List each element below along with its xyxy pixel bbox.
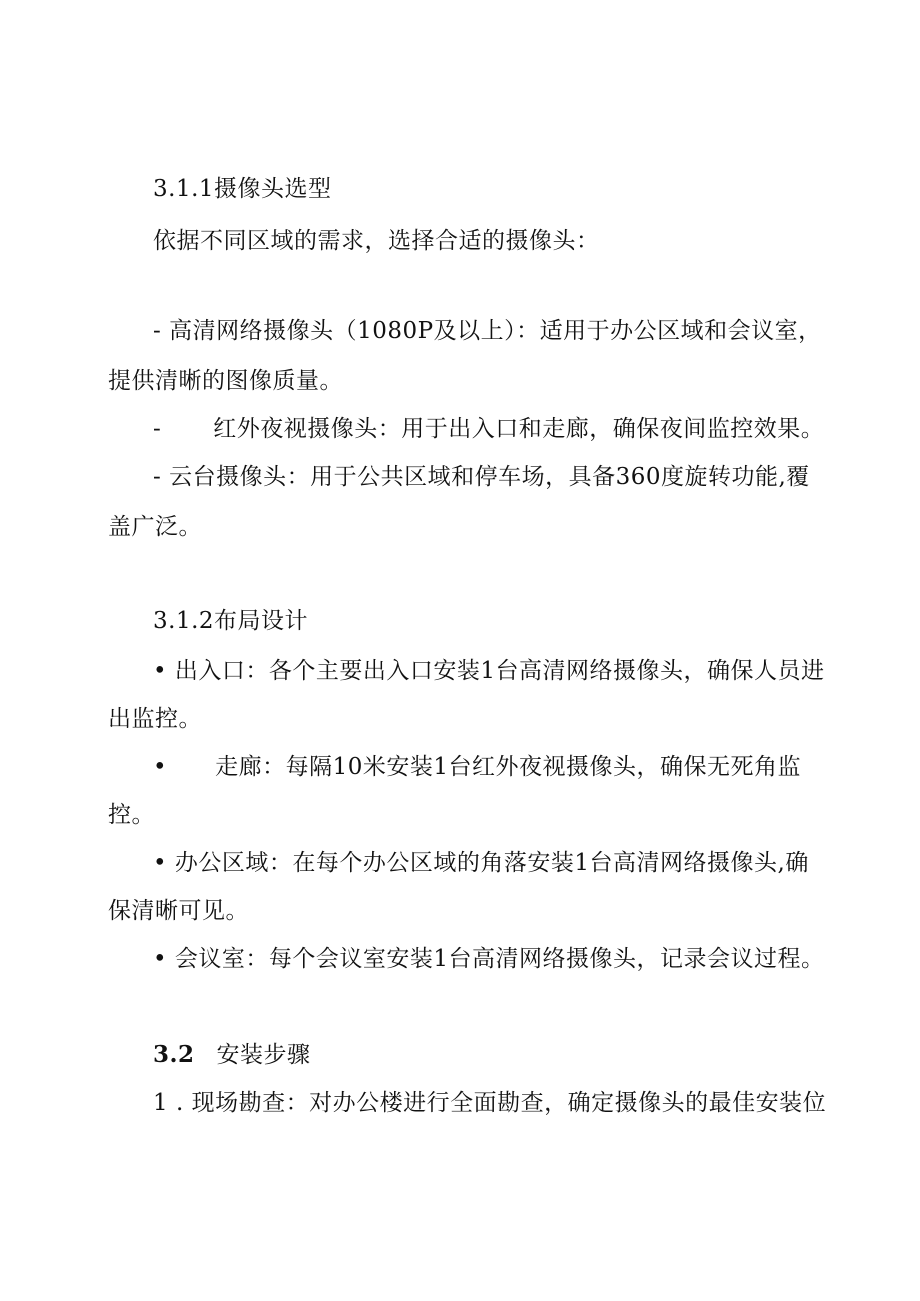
bullet-marker: • bbox=[153, 754, 168, 780]
section-title: 安装步骤 bbox=[216, 1042, 311, 1068]
list-item-corridor bbox=[153, 752, 801, 782]
list-item-text: 红外夜视摄像头：用于出入口和走廊，确保夜间监控效果。 bbox=[213, 416, 825, 442]
intro-paragraph: 依据不同区域的需求，选择合适的摄像头： bbox=[153, 228, 600, 254]
list-item-text: 高清网络摄像头（1080P及以上）：适用于办公区域和会议室， bbox=[161, 318, 822, 344]
list-item-ptz-camera-cont: 盖广泛。 bbox=[108, 514, 202, 540]
bullet-marker: • bbox=[153, 658, 168, 684]
list-item-office-area-cont: 保清晰可见。 bbox=[108, 898, 249, 924]
heading-3-1-1: 3.1.1摄像头选型 bbox=[153, 176, 332, 202]
list-item-text: 会议室：每个会议室安装1台高清网络摄像头，记录会议过程。 bbox=[167, 946, 825, 972]
list-item-text: 云台摄像头：用于公共区域和停车场，具备360度旋转功能,覆 bbox=[161, 464, 810, 490]
dash-marker: - bbox=[153, 318, 162, 344]
step-1-paragraph: 1 . 现场勘查：对办公楼进行全面勘查，确定摄像头的最佳安装位 bbox=[153, 1090, 827, 1116]
bullet-marker: • bbox=[153, 850, 168, 876]
dash-marker: - bbox=[153, 416, 162, 442]
section-number: 3.2 bbox=[153, 1041, 195, 1068]
heading-3-1-2: 3.1.2布局设计 bbox=[153, 608, 309, 634]
dash-marker: - bbox=[153, 464, 162, 490]
list-item-hd-camera bbox=[153, 316, 822, 346]
list-item-corridor-cont: 控。 bbox=[108, 802, 155, 828]
list-item-ptz-camera bbox=[153, 462, 810, 492]
list-item-entrance-cont: 出监控。 bbox=[108, 706, 202, 732]
list-item-meeting-room bbox=[153, 944, 825, 974]
list-item-text: 出入口：各个主要出入口安装1台高清网络摄像头，确保人员进 bbox=[167, 658, 825, 684]
heading-3-2 bbox=[153, 1040, 311, 1070]
list-item-office-area bbox=[153, 848, 809, 878]
list-item-hd-camera-cont: 提供清晰的图像质量。 bbox=[108, 368, 343, 394]
list-item-text: 办公区域：在每个办公区域的角落安装1台高清网络摄像头,确 bbox=[167, 850, 809, 876]
bullet-marker: • bbox=[153, 946, 168, 972]
list-item-text: 走廊：每隔10米安装1台红外夜视摄像头，确保无死角监 bbox=[215, 754, 801, 780]
list-item-entrance bbox=[153, 656, 825, 686]
list-item-ir-camera bbox=[153, 414, 824, 444]
